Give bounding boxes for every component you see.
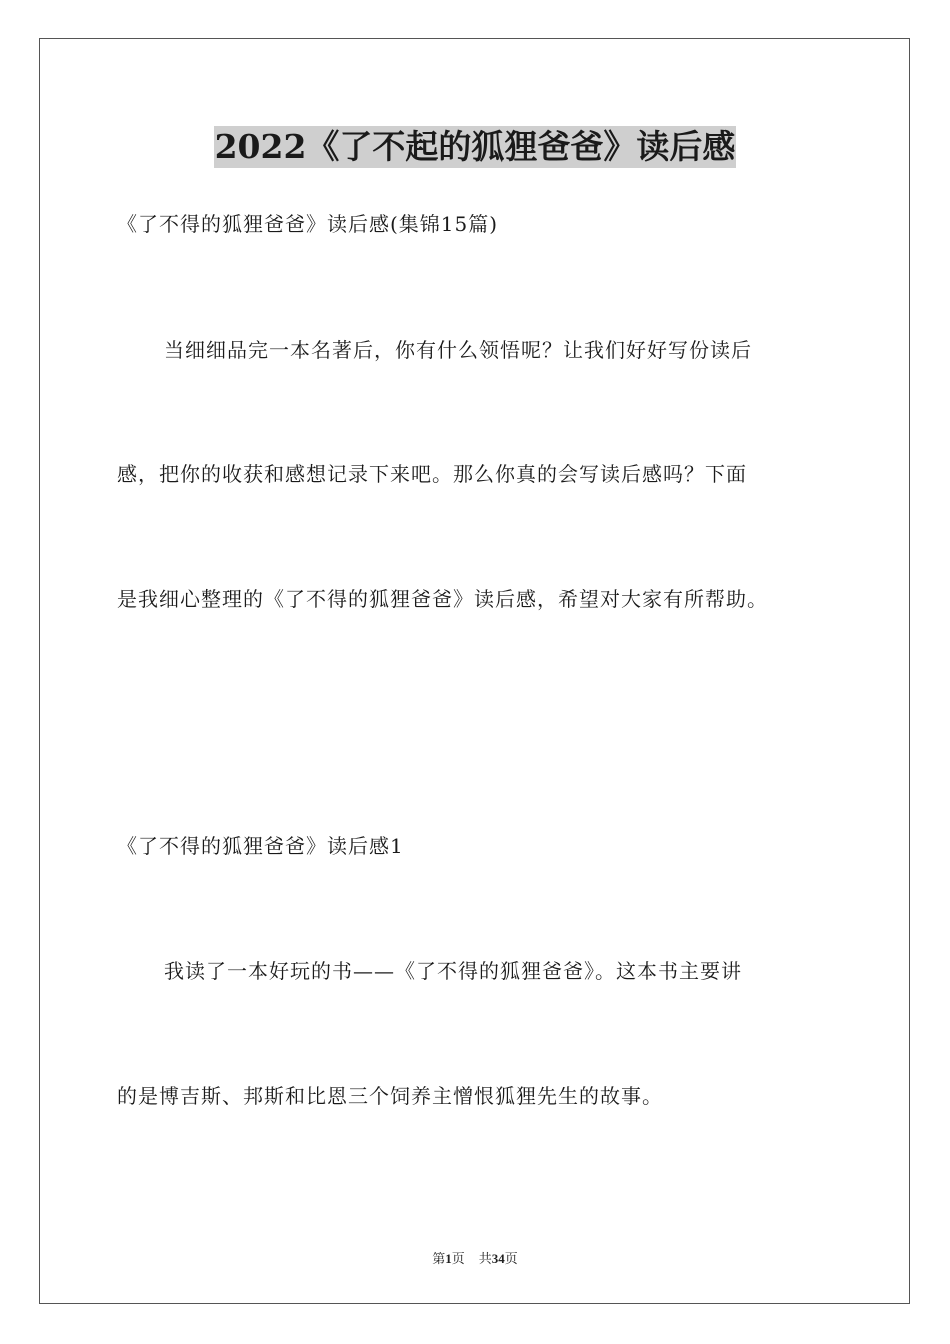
footer-total-prefix: 共 <box>478 1251 492 1266</box>
page-footer <box>0 1250 950 1268</box>
footer-page-suffix: 页 <box>451 1251 465 1266</box>
paragraph-line: 的是博吉斯、邦斯和比恩三个饲养主憎恨狐狸先生的故事。 <box>117 1084 663 1108</box>
title-wrap <box>0 126 950 168</box>
footer-total-suffix: 页 <box>504 1251 518 1266</box>
paragraph-line: 我读了一本好玩的书——《了不得的狐狸爸爸》。这本书主要讲 <box>164 959 742 983</box>
subtitle-line: 《了不得的狐狸爸爸》读后感(集锦15篇) <box>117 212 499 236</box>
paragraph-line: 当细细品完一本名著后，你有什么领悟呢？让我们好好写份读后 <box>164 338 752 362</box>
paragraph-line: 感，把你的收获和感想记录下来吧。那么你真的会写读后感吗？下面 <box>117 462 747 486</box>
footer-total-pages: 34 <box>491 1251 505 1266</box>
document-title: 2022《了不起的狐狸爸爸》读后感 <box>214 127 736 166</box>
section-heading: 《了不得的狐狸爸爸》读后感1 <box>117 834 404 858</box>
footer-page-prefix: 第 <box>432 1251 446 1266</box>
footer-page-number: 1 <box>445 1251 452 1266</box>
paragraph-line: 是我细心整理的《了不得的狐狸爸爸》读后感，希望对大家有所帮助。 <box>117 587 768 611</box>
